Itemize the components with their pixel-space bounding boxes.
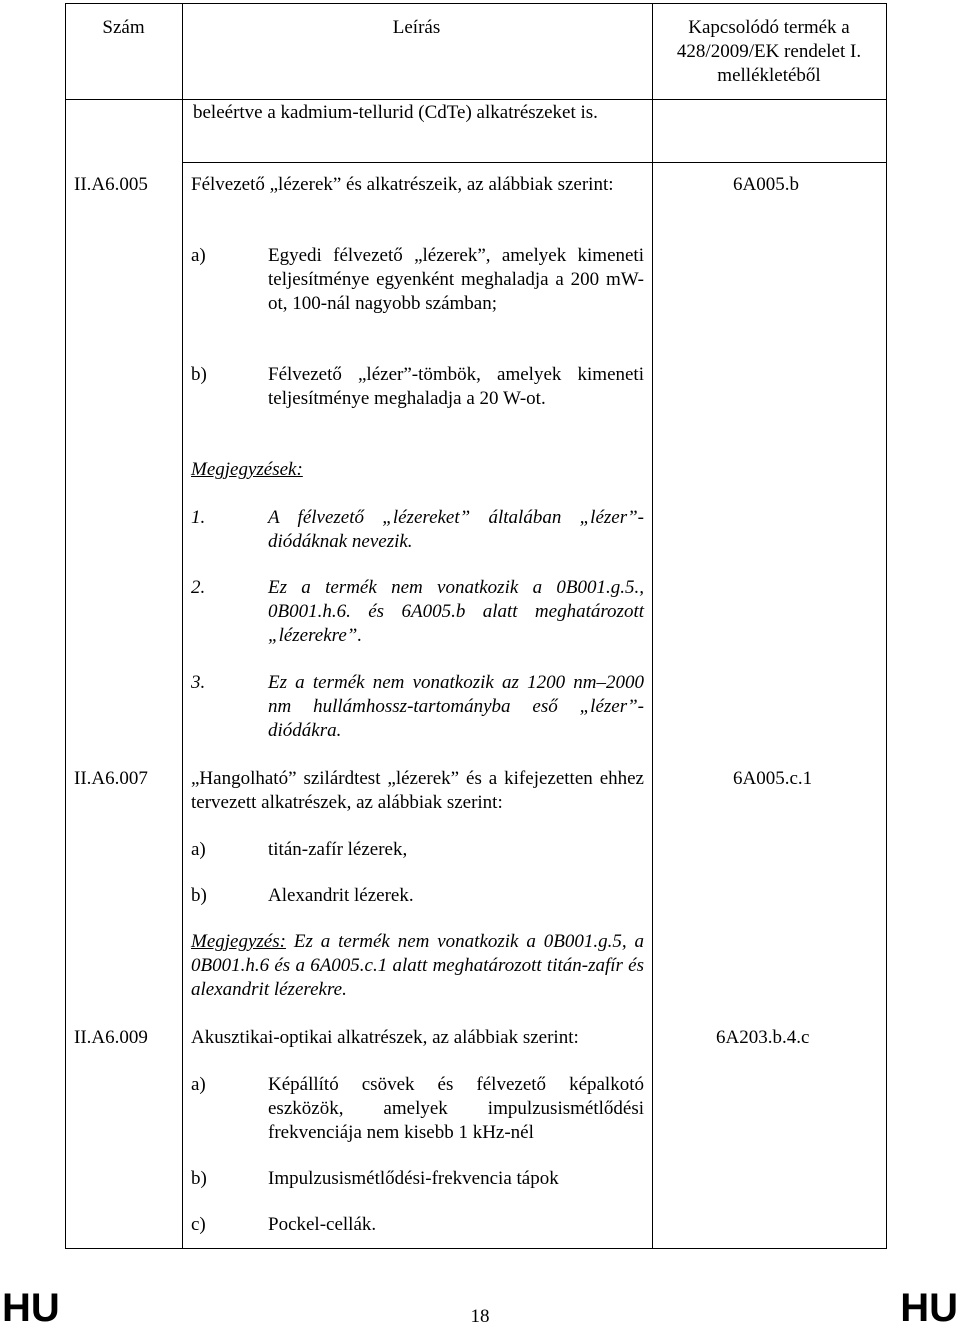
list-item-009-c bbox=[191, 1213, 644, 1237]
list-text: titán-zafír lézerek, bbox=[268, 839, 408, 860]
item-intro-007: „Hangolható” szilárdtest „lézerek” és a kifejezetten ehhez tervezett alkatrészek, az alábbiak szerint: bbox=[191, 768, 644, 813]
list-marker: 2. bbox=[191, 577, 206, 598]
header-related-product: Kapcsolódó termék a 428/2009/EK rendelet I. mellékletéből bbox=[676, 17, 862, 86]
note-text: A félvezető „lézereket” általában „lézer”-diódáknak nevezik. bbox=[268, 507, 644, 552]
column-divider bbox=[182, 4, 183, 1248]
header-number: Szám bbox=[102, 17, 145, 38]
list-text: Egyedi félvezető „lézerek”, amelyek kimeneti teljesítménye egyenként meghaladja a 200 mW-ot, 100-nál nagyobb számban; bbox=[268, 245, 644, 314]
column-divider bbox=[652, 4, 653, 1248]
note-text: Ez a termék nem vonatkozik a 0B001.g.5., 0B001.h.6. és 6A005.b alatt meghatározott „lézerekre”. bbox=[268, 577, 644, 646]
list-marker: a) bbox=[191, 1074, 206, 1095]
list-text: Pockel-cellák. bbox=[268, 1214, 377, 1235]
footer-language-left: HU bbox=[2, 1286, 60, 1330]
list-item-009-a bbox=[191, 1073, 644, 1145]
continuation-text: beleértve a kadmium-tellurid (CdTe) alkatrészeket is. bbox=[193, 102, 598, 123]
list-marker: a) bbox=[191, 245, 206, 266]
note-005-3 bbox=[191, 671, 644, 743]
list-item-007-b bbox=[191, 884, 644, 908]
related-product-009: 6A203.b.4.c bbox=[716, 1027, 810, 1048]
related-product-007: 6A005.c.1 bbox=[733, 768, 813, 789]
list-marker: c) bbox=[191, 1214, 206, 1235]
related-product-005: 6A005.b bbox=[733, 174, 799, 195]
item-intro-009: Akusztikai-optikai alkatrészek, az alábbiak szerint: bbox=[191, 1027, 579, 1048]
list-marker: 3. bbox=[191, 672, 206, 693]
list-marker: a) bbox=[191, 839, 206, 860]
header-divider bbox=[66, 99, 886, 100]
list-text: Képállító csövek és félvezető képalkotó eszközök, amelyek impulzusismétlődési frekvenciája nem kisebb 1 kHz-nél bbox=[268, 1074, 644, 1143]
note-005-2 bbox=[191, 576, 644, 648]
list-text: Impulzusismétlődési-frekvencia tápok bbox=[268, 1168, 559, 1189]
footer-language-right: HU bbox=[900, 1286, 958, 1330]
item-number-009: II.A6.009 bbox=[74, 1027, 148, 1048]
list-item-005-b bbox=[191, 363, 644, 435]
header-description: Leírás bbox=[392, 17, 441, 38]
note-007 bbox=[191, 930, 644, 1002]
list-item-007-a bbox=[191, 838, 644, 862]
list-marker: 1. bbox=[191, 507, 206, 528]
list-item-009-b bbox=[191, 1167, 644, 1191]
page-number: 18 bbox=[470, 1306, 490, 1327]
list-item-005-a bbox=[191, 244, 644, 340]
item-number-005: II.A6.005 bbox=[74, 174, 148, 195]
list-marker: b) bbox=[191, 1168, 207, 1189]
item-number-007: II.A6.007 bbox=[74, 768, 148, 789]
notes-heading-005: Megjegyzések: bbox=[191, 459, 303, 480]
list-text: Félvezető „lézer”-tömbök, amelyek kimeneti teljesítménye meghaladja a 20 W-ot. bbox=[268, 364, 644, 409]
item-intro-005: Félvezető „lézerek” és alkatrészeik, az alábbiak szerint: bbox=[191, 174, 614, 195]
note-text: Ez a termék nem vonatkozik a 0B001.g.5, a 0B001.h.6 és a 6A005.c.1 alatt meghatározott titán-zafír és alexandrit lézerekre. bbox=[191, 931, 644, 1000]
list-marker: b) bbox=[191, 364, 207, 385]
note-heading: Megjegyzés: bbox=[191, 931, 286, 952]
note-text: Ez a termék nem vonatkozik az 1200 nm–2000 nm hullámhossz-tartományba eső „lézer”-diódákra. bbox=[268, 672, 644, 741]
row-divider bbox=[182, 162, 886, 163]
list-marker: b) bbox=[191, 885, 207, 906]
note-005-1 bbox=[191, 506, 644, 554]
list-text: Alexandrit lézerek. bbox=[268, 885, 414, 906]
